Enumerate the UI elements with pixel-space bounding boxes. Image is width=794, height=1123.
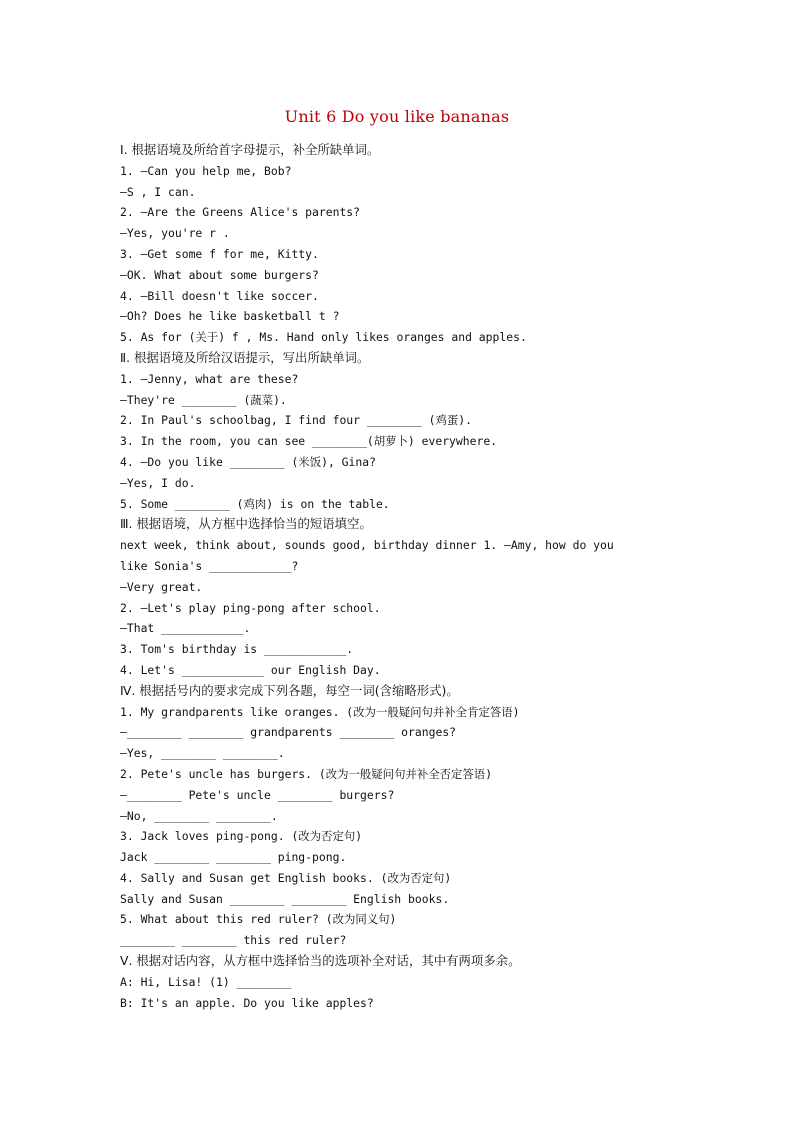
- text-line: —They're ________ (蔬菜).: [120, 392, 287, 407]
- page-title: Unit 6 Do you like bananas: [284, 107, 510, 126]
- text-line: 4. Sally and Susan get English books. (改为否定句): [120, 870, 452, 885]
- text-line: —Yes, you're r .: [120, 226, 230, 241]
- text-line: 2. —Are the Greens Alice's parents?: [120, 205, 361, 220]
- text-line: 1. —Jenny, what are these?: [120, 371, 299, 386]
- text-line: Jack ________ ________ ping-pong.: [120, 850, 347, 865]
- text-line: 1. My grandparents like oranges. (改为一般疑问句并补全肯定答语): [120, 704, 520, 719]
- text-line: 5. As for (关于) f , Ms. Hand only likes oranges and apples.: [120, 330, 527, 345]
- text-line: 3. Tom's birthday is ____________.: [120, 642, 354, 657]
- text-line: A: Hi, Lisa! (1) ________: [120, 974, 292, 989]
- text-line: 2. Pete's uncle has burgers. (改为一般疑问句并补全否定答语): [120, 766, 493, 781]
- text-line: 3. —Get some f for me, Kitty.: [120, 246, 319, 261]
- text-line: 2. —Let's play ping-pong after school.: [120, 600, 381, 615]
- text-line: —Very great.: [120, 579, 203, 594]
- text-line: 1. —Can you help me, Bob?: [120, 163, 292, 178]
- text-line: 3. In the room, you can see ________(胡萝卜) everywhere.: [120, 434, 498, 449]
- text-line: —Yes, ________ ________.: [120, 746, 285, 761]
- phrase-box-line: next week, think about, sounds good, birthday dinner 1. —Amy, how do you: [120, 538, 614, 553]
- text-line: Sally and Susan ________ ________ English books.: [120, 891, 450, 906]
- text-line: —That ____________.: [120, 621, 251, 636]
- section-5-heading: Ⅴ. 根据对话内容，从方框中选择恰当的选项补全对话，其中有两项多余。: [120, 953, 521, 969]
- section-3-heading: Ⅲ. 根据语境，从方框中选择恰当的短语填空。: [120, 516, 372, 532]
- text-line: 4. Let's ____________ our English Day.: [120, 662, 381, 677]
- text-line: 4. —Do you like ________ (米饭), Gina?: [120, 454, 376, 469]
- text-line: —Yes, I do.: [120, 475, 196, 490]
- text-line: —S , I can.: [120, 184, 196, 199]
- document-body: [120, 140, 690, 1013]
- text-line: 3. Jack loves ping-pong. (改为否定句): [120, 829, 363, 844]
- text-line: —Oh? Does he like basketball t ?: [120, 309, 340, 324]
- text-line: —OK. What about some burgers?: [120, 267, 319, 282]
- text-line: 5. Some ________ (鸡肉) is on the table.: [120, 496, 390, 511]
- section-2-heading: Ⅱ. 根据语境及所给汉语提示，写出所缺单词。: [120, 349, 370, 365]
- text-line: B: It's an apple. Do you like apples?: [120, 995, 374, 1010]
- text-line: like Sonia's ____________?: [120, 558, 299, 573]
- text-line: ________ ________ this red ruler?: [120, 933, 347, 948]
- text-line: —________ Pete's uncle ________ burgers?: [120, 787, 395, 802]
- text-line: 2. In Paul's schoolbag, I find four ________ (鸡蛋).: [120, 413, 472, 428]
- text-line: —No, ________ ________.: [120, 808, 278, 823]
- section-4-heading: Ⅳ. 根据括号内的要求完成下列各题，每空一词(含缩略形式)。: [120, 682, 459, 698]
- text-line: 4. —Bill doesn't like soccer.: [120, 288, 319, 303]
- section-1-heading: Ⅰ. 根据语境及所给首字母提示，补全所缺单词。: [120, 142, 380, 157]
- text-line: 5. What about this red ruler? (改为同义句): [120, 912, 397, 927]
- text-line: —________ ________ grandparents ________ oranges?: [120, 725, 457, 740]
